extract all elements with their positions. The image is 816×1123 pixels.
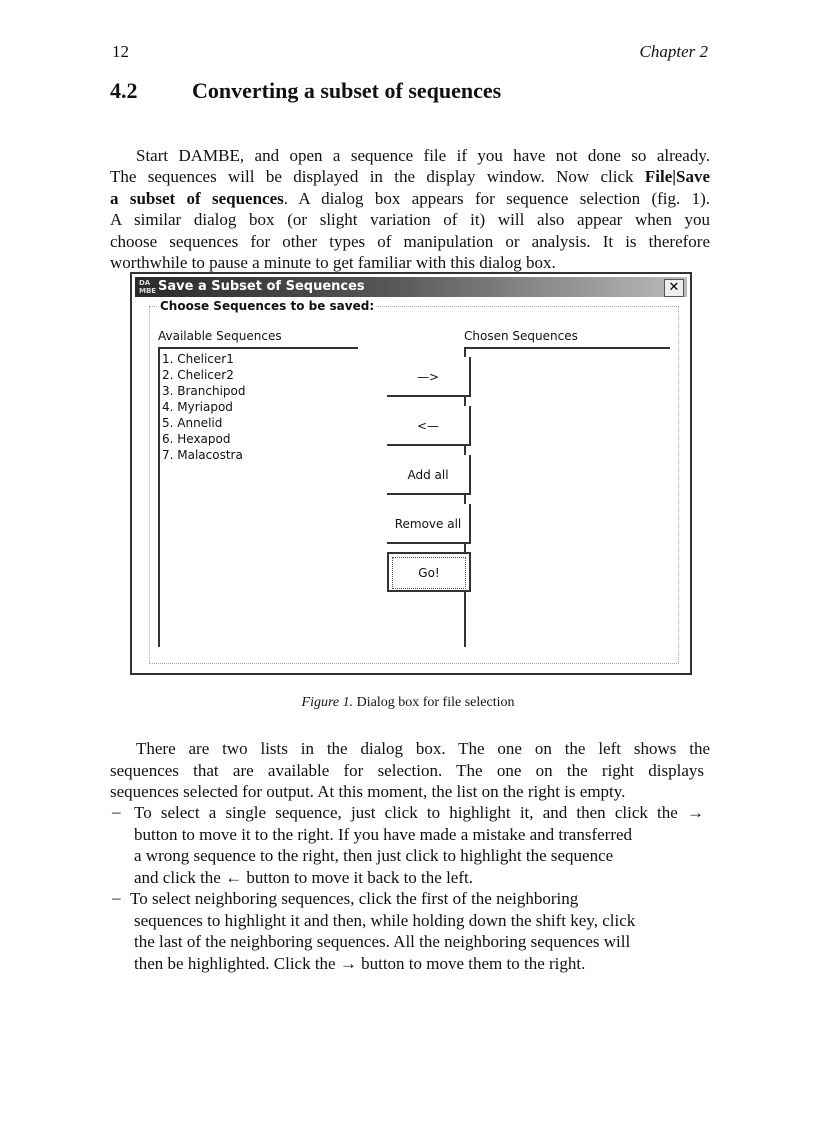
caption-label: Figure 1. bbox=[301, 695, 354, 710]
text-line: worthwhile to pause a minute to get familiar with this dialog box. bbox=[110, 253, 556, 272]
move-right-button[interactable]: —> bbox=[387, 357, 471, 397]
list-item[interactable]: 6. Hexapod bbox=[162, 432, 231, 446]
close-button[interactable]: ✕ bbox=[664, 279, 684, 297]
available-list[interactable] bbox=[158, 347, 358, 647]
text: The sequences will be displayed in the display window. Now click bbox=[110, 167, 645, 186]
text-line: To select neighboring sequences, click the first of the neighboring bbox=[130, 889, 579, 908]
text-line: sequences to highlight it and then, while holding down the shift key, click bbox=[134, 911, 636, 930]
go-label: Go! bbox=[392, 557, 466, 589]
bullet-dash: – bbox=[112, 802, 121, 821]
text-line bbox=[110, 166, 710, 187]
group-label: Choose Sequences to be saved: bbox=[160, 299, 375, 313]
text-line: sequences that are available for selection. The one on the right displays bbox=[110, 761, 704, 780]
move-left-button[interactable]: <— bbox=[387, 406, 471, 446]
text: . A dialog box appears for sequence selection (fig. 1). bbox=[283, 189, 710, 208]
list-item[interactable]: 4. Myriapod bbox=[162, 400, 233, 414]
group-box bbox=[149, 299, 679, 664]
go-button[interactable] bbox=[387, 552, 471, 592]
text-line: choose sequences for other types of manipulation or analysis. It is therefore bbox=[110, 232, 710, 251]
dialog-title-bar bbox=[135, 277, 687, 297]
section-number: 4.2 bbox=[110, 78, 138, 103]
text-line bbox=[110, 188, 710, 209]
dialog-title: Save a Subset of Sequences bbox=[158, 279, 365, 294]
text-line: To select a single sequence, just click to highlight it, and then click the → bbox=[134, 803, 704, 822]
text-line: sequences selected for output. At this moment, the list on the right is empty. bbox=[110, 782, 626, 801]
app-icon: DA MBE bbox=[139, 279, 157, 295]
caption-text: Dialog box for file selection bbox=[353, 695, 515, 710]
text-line: Start DAMBE, and open a sequence file if you have not done so already. bbox=[136, 146, 710, 165]
text-line: There are two lists in the dialog box. The one on the left shows the bbox=[136, 739, 710, 758]
list-item[interactable]: 5. Annelid bbox=[162, 416, 223, 430]
text-line: A similar dialog box (or slight variation of it) will also appear when you bbox=[110, 210, 710, 229]
menu-path: File|Save bbox=[644, 167, 710, 186]
available-label: Available Sequences bbox=[158, 329, 282, 343]
list-item[interactable]: 3. Branchipod bbox=[162, 384, 246, 398]
page-number: 12 bbox=[112, 42, 129, 61]
chosen-label: Chosen Sequences bbox=[464, 329, 578, 343]
list-item[interactable]: 1. Chelicer1 bbox=[162, 352, 234, 366]
text-line: a wrong sequence to the right, then just click to highlight the sequence bbox=[134, 846, 614, 865]
dialog-figure bbox=[130, 272, 692, 675]
text-line: then be highlighted. Click the → button to move them to the right. bbox=[134, 954, 586, 973]
section-title: Converting a subset of sequences bbox=[192, 78, 502, 103]
text-line: button to move it to the right. If you have made a mistake and transferred bbox=[134, 825, 633, 844]
menu-item: a subset of sequences bbox=[110, 189, 284, 208]
text-line: and click the ← button to move it back to the left. bbox=[134, 868, 473, 887]
list-item[interactable]: 7. Malacostra bbox=[162, 448, 243, 462]
remove-all-button[interactable]: Remove all bbox=[387, 504, 471, 544]
figure-caption bbox=[0, 695, 816, 711]
running-header: Chapter 2 bbox=[639, 42, 708, 61]
chosen-list[interactable] bbox=[464, 347, 670, 647]
list-item[interactable]: 2. Chelicer2 bbox=[162, 368, 234, 382]
bullet-dash: – bbox=[112, 888, 121, 907]
add-all-button[interactable]: Add all bbox=[387, 455, 471, 495]
text-line: the last of the neighboring sequences. All the neighboring sequences will bbox=[134, 932, 631, 951]
